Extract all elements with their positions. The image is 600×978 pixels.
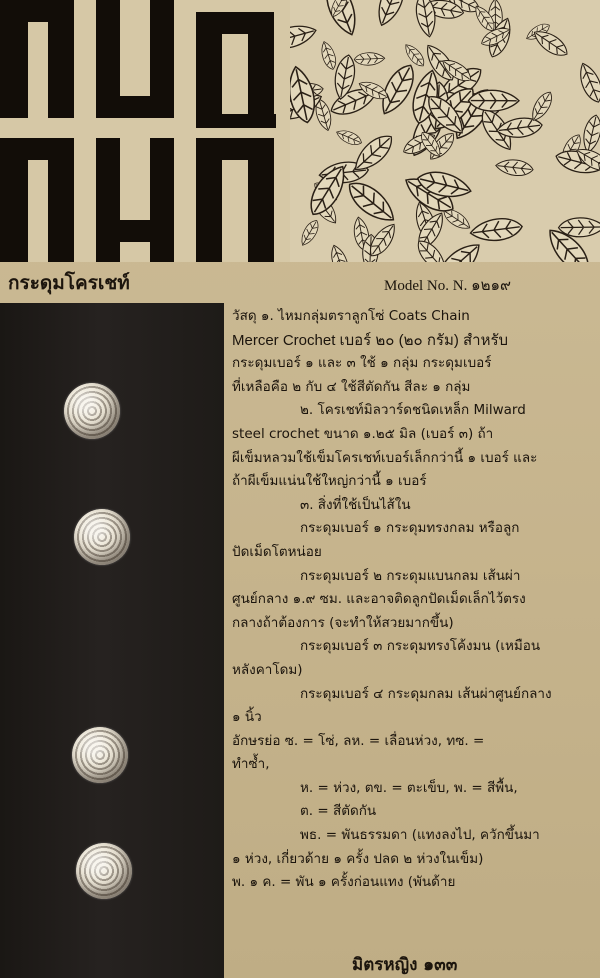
text-line: วัสดุ ๑. ไหมกลุ่มตราลูกโซ่ Coats Chain (232, 308, 470, 324)
text-line: ปัดเม็ดโตหน่อย (232, 543, 322, 560)
text-line: ถ้าผีเข็มแน่นใช้ใหญ่กว่านี้ ๑ เบอร์ (232, 473, 427, 490)
crochet-button-4 (76, 843, 132, 899)
text-line: กระดุมเบอร์ ๑ และ ๓ ใช้ ๑ กลุ่ม กระดุมเบอร์ (232, 355, 492, 372)
text-line: กระดุมเบอร์ ๔ กระดุมกลม เส้นผ่าศูนย์กลาง (300, 685, 552, 702)
crochet-button-3 (72, 727, 128, 783)
text-line: ๑ นิ้ว (232, 709, 262, 726)
leaf-shape (327, 243, 351, 262)
text-line: กระดุมเบอร์ ๓ กระดุมทรงโค้งมน (เหมือน (300, 638, 541, 655)
text-line: พธ. = พันธรรมดา (แทงลงไป, ควักขึ้นมา (300, 827, 540, 844)
text-line: ผีเข็มหลวมใช้เข็มโครเชท์เบอร์เล็กกว่านี้ ๑ เบอร์ และ (232, 449, 538, 466)
crochet-button-1 (64, 383, 120, 439)
text-line: กระดุมเบอร์ ๒ กระดุมแบนกลม เส้นผ่า (300, 567, 521, 584)
leaf-illustration (290, 0, 600, 262)
text-line: ๒. โครเชท์มิลวาร์ดชนิดเหล็ก Milward (300, 402, 526, 419)
masthead-logo (0, 0, 290, 262)
text-line: อักษรย่อ ซ. = โซ่, ลห. = เลื่อนห่วง, ทซ. = (232, 732, 485, 749)
text-line: กระดุมเบอร์ ๑ กระดุมทรงกลม หรือลูก (300, 520, 520, 537)
text-line: กลางถ้าต้องการ (จะทำให้สวยมากขึ้น) (232, 614, 454, 631)
text-line: ทำซ้ำ, (232, 756, 270, 773)
text-line: หลังคาโดม) (232, 661, 303, 678)
text-line: steel crochet ขนาด ๑.๒๕ มิล (เบอร์ ๓) ถ้า (232, 425, 494, 442)
text-line: ศูนย์กลาง ๑.๙ ซม. และอาจติดลูกปัดเม็ดเล็กไว้ตรง (232, 591, 526, 608)
leaf-pattern (290, 0, 600, 262)
text-line: ๓. สิ่งที่ใช้เป็นไส้ใน (300, 496, 411, 513)
article-title: กระดุมโครเชท์ (8, 272, 130, 294)
text-line: ต. = สีตัดกัน (300, 803, 377, 820)
text-line: ๑ ห่วง, เกี่ยวด้าย ๑ ครั้ง ปลด ๒ ห่วงในเข็ม) (232, 850, 484, 867)
crochet-buttons-photo (0, 303, 224, 978)
text-line: Mercer Crochet เบอร์ ๒๐ (๒๐ กรัม) สำหรับ (232, 331, 509, 349)
text-line: ที่เหลือคือ ๒ กับ ๔ ใช้สีตัดกัน สีละ ๑ กลุ่ม (232, 378, 471, 395)
model-number: Model No. N. ๑๒๑๙ (384, 278, 511, 294)
instructions-text (232, 305, 592, 895)
crochet-button-2 (74, 509, 130, 565)
text-line: พ. ๑ ค. = พัน ๑ ครั้งก่อนแทง (พันด้าย (232, 874, 456, 891)
page-footer: มิตรหญิง ๑๓๓ (352, 955, 458, 975)
text-line: ห. = ห่วง, ตข. = ตะเข็บ, พ. = สีพื้น, (300, 779, 518, 796)
